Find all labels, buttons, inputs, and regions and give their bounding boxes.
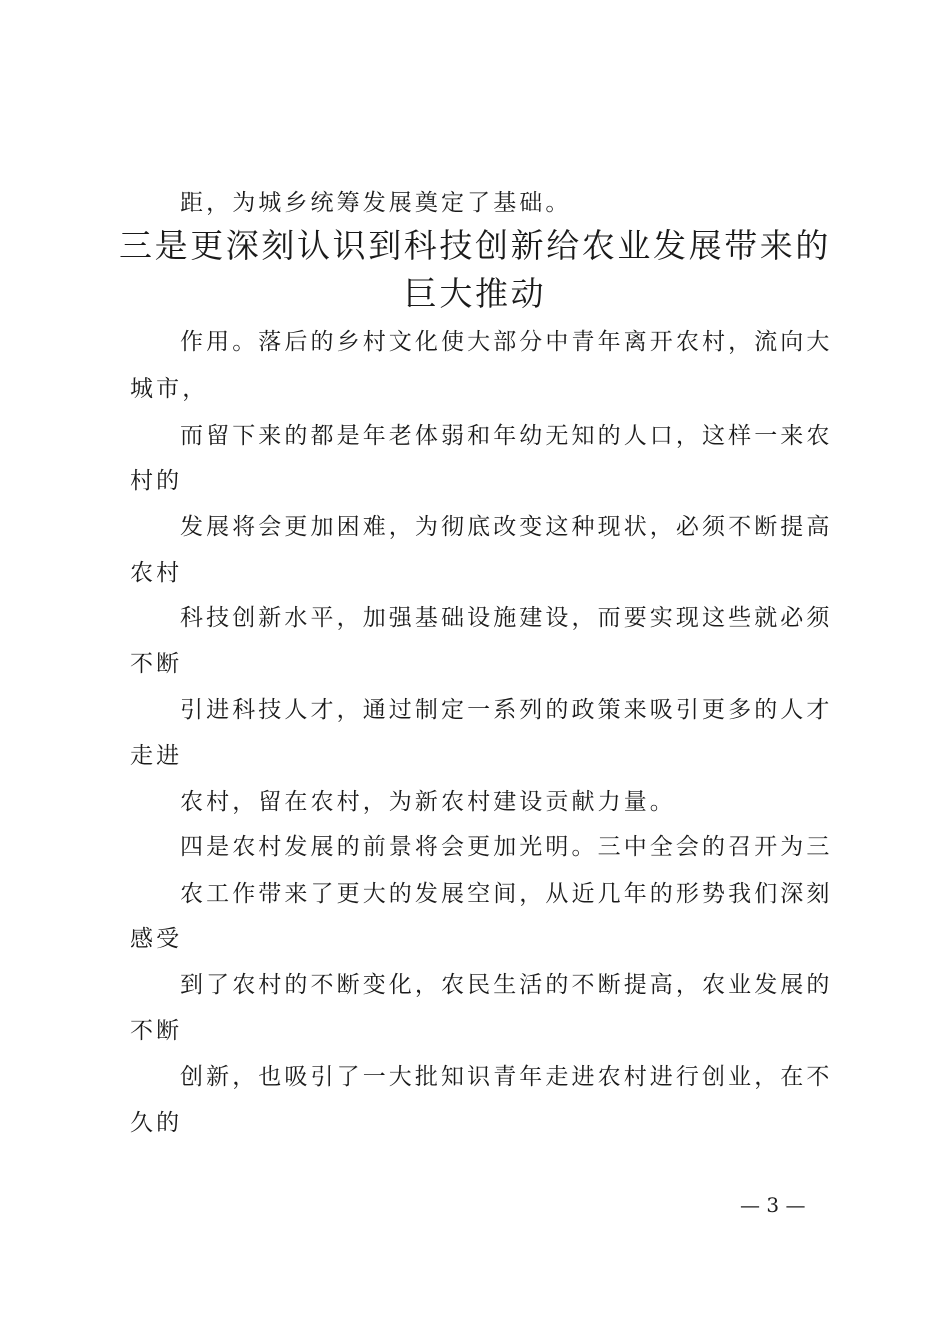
text-line: 距，为城乡统筹发展奠定了基础。 <box>180 190 572 216</box>
text-line: 不断 <box>130 1018 183 1044</box>
text-line: 农村 <box>130 560 183 586</box>
section-heading-line-1: 三是更深刻认识到科技创新给农业发展带来的 <box>119 226 831 265</box>
text-line: 科技创新水平，加强基础设施建设，而要实现这些就必须 <box>180 605 833 631</box>
text-line: 而留下来的都是年老体弱和年幼无知的人口，这样一来农 <box>180 423 833 449</box>
section-heading-line-2: 巨大推动 <box>403 274 547 313</box>
text-line: 作用。落后的乡村文化使大部分中青年离开农村，流向大 <box>180 329 833 355</box>
text-line: 到了农村的不断变化，农民生活的不断提高，农业发展的 <box>180 972 833 998</box>
text-line: 久的 <box>130 1110 183 1136</box>
text-line: 引进科技人才，通过制定一系列的政策来吸引更多的人才 <box>180 697 833 723</box>
text-line: 感受 <box>130 926 183 952</box>
text-line: 不断 <box>130 651 183 677</box>
text-line: 创新，也吸引了一大批知识青年走进农村进行创业，在不 <box>180 1064 833 1090</box>
text-line: 城市， <box>130 376 209 402</box>
text-line: 走进 <box>130 743 183 769</box>
text-line: 农工作带来了更大的发展空间，从近几年的形势我们深刻 <box>180 881 833 907</box>
text-line: 农村，留在农村，为新农村建设贡献力量。 <box>180 789 676 815</box>
text-line: 村的 <box>130 468 183 494</box>
text-line: 发展将会更加困难，为彻底改变这种现状，必须不断提高 <box>180 514 833 540</box>
page-number: — 3 — <box>740 1193 806 1217</box>
text-line: 四是农村发展的前景将会更加光明。三中全会的召开为三 <box>180 834 833 860</box>
